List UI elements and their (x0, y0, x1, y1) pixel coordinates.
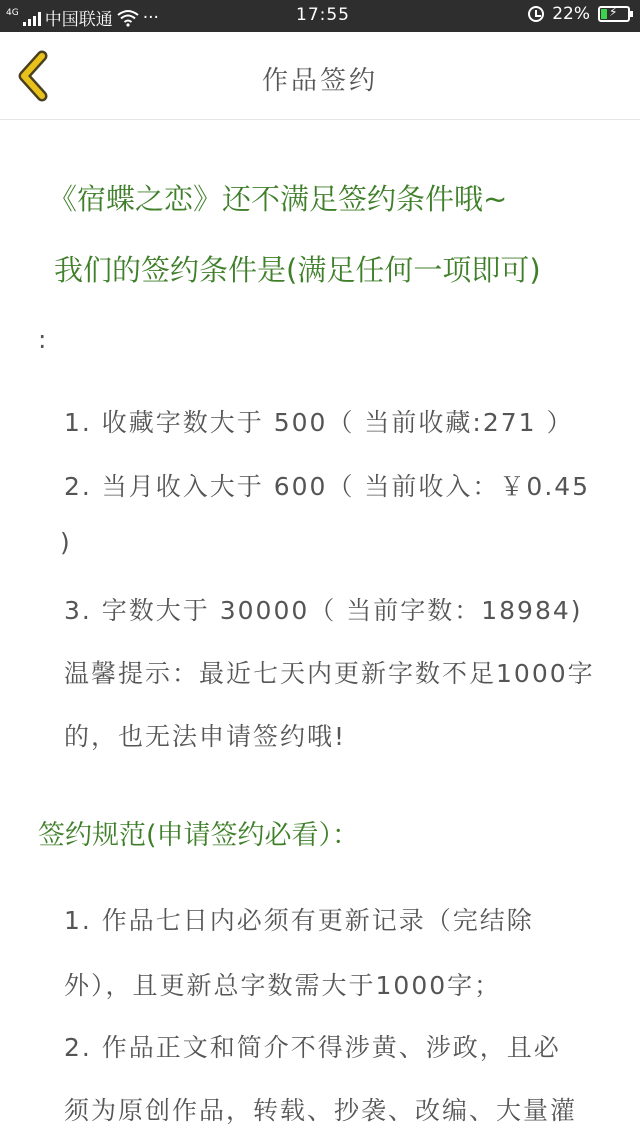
rule-line: 外），且更新总字数需大于1000字； (64, 971, 502, 1000)
conditions-colon: : (38, 325, 49, 354)
condition-item: 2. 当月收入大于 600（ 当前收入：￥0.45 (64, 472, 591, 501)
conditions-intro: 我们的签约条件是(满足任何一项即可) (54, 253, 541, 287)
header-bar (0, 32, 640, 120)
rule-line: 1. 作品七日内必须有更新记录（完结除 (64, 906, 534, 935)
more-notifications: ··· (142, 7, 159, 28)
notice-headline: 《宿蝶之恋》还不满足签约条件哦~ (48, 182, 508, 216)
status-time: 17:55 (296, 5, 350, 25)
battery-icon (598, 6, 630, 22)
wifi-icon (117, 9, 139, 27)
battery-percent: 22% (552, 4, 590, 24)
signal-icon (23, 10, 41, 26)
alarm-icon (528, 6, 544, 22)
condition-item: 3. 字数大于 30000（ 当前字数：18984) (64, 596, 583, 625)
tip-text-continued: 的，也无法申请签约哦! (64, 722, 347, 751)
status-bar (0, 0, 640, 32)
condition-item: 1. 收藏字数大于 500（ 当前收藏:271 ） (64, 408, 574, 437)
condition-item-continued: ) (60, 528, 72, 557)
rule-line: 2. 作品正文和简介不得涉黄、涉政，且必 (64, 1033, 561, 1062)
page-title: 作品签约 (261, 66, 378, 96)
carrier-name: 中国联通 (44, 10, 113, 30)
tip-text: 温馨提示：最近七天内更新字数不足1000字 (64, 659, 595, 688)
battery-fill (601, 9, 607, 19)
network-type: 4G (6, 7, 19, 18)
status-left (6, 5, 159, 30)
status-right (528, 4, 630, 24)
charging-icon: ⚡ (609, 5, 618, 19)
rule-line: 须为原创作品，转载、抄袭、改编、大量灌 (64, 1096, 578, 1125)
rules-heading: 签约规范(申请签约必看）： (38, 820, 360, 851)
